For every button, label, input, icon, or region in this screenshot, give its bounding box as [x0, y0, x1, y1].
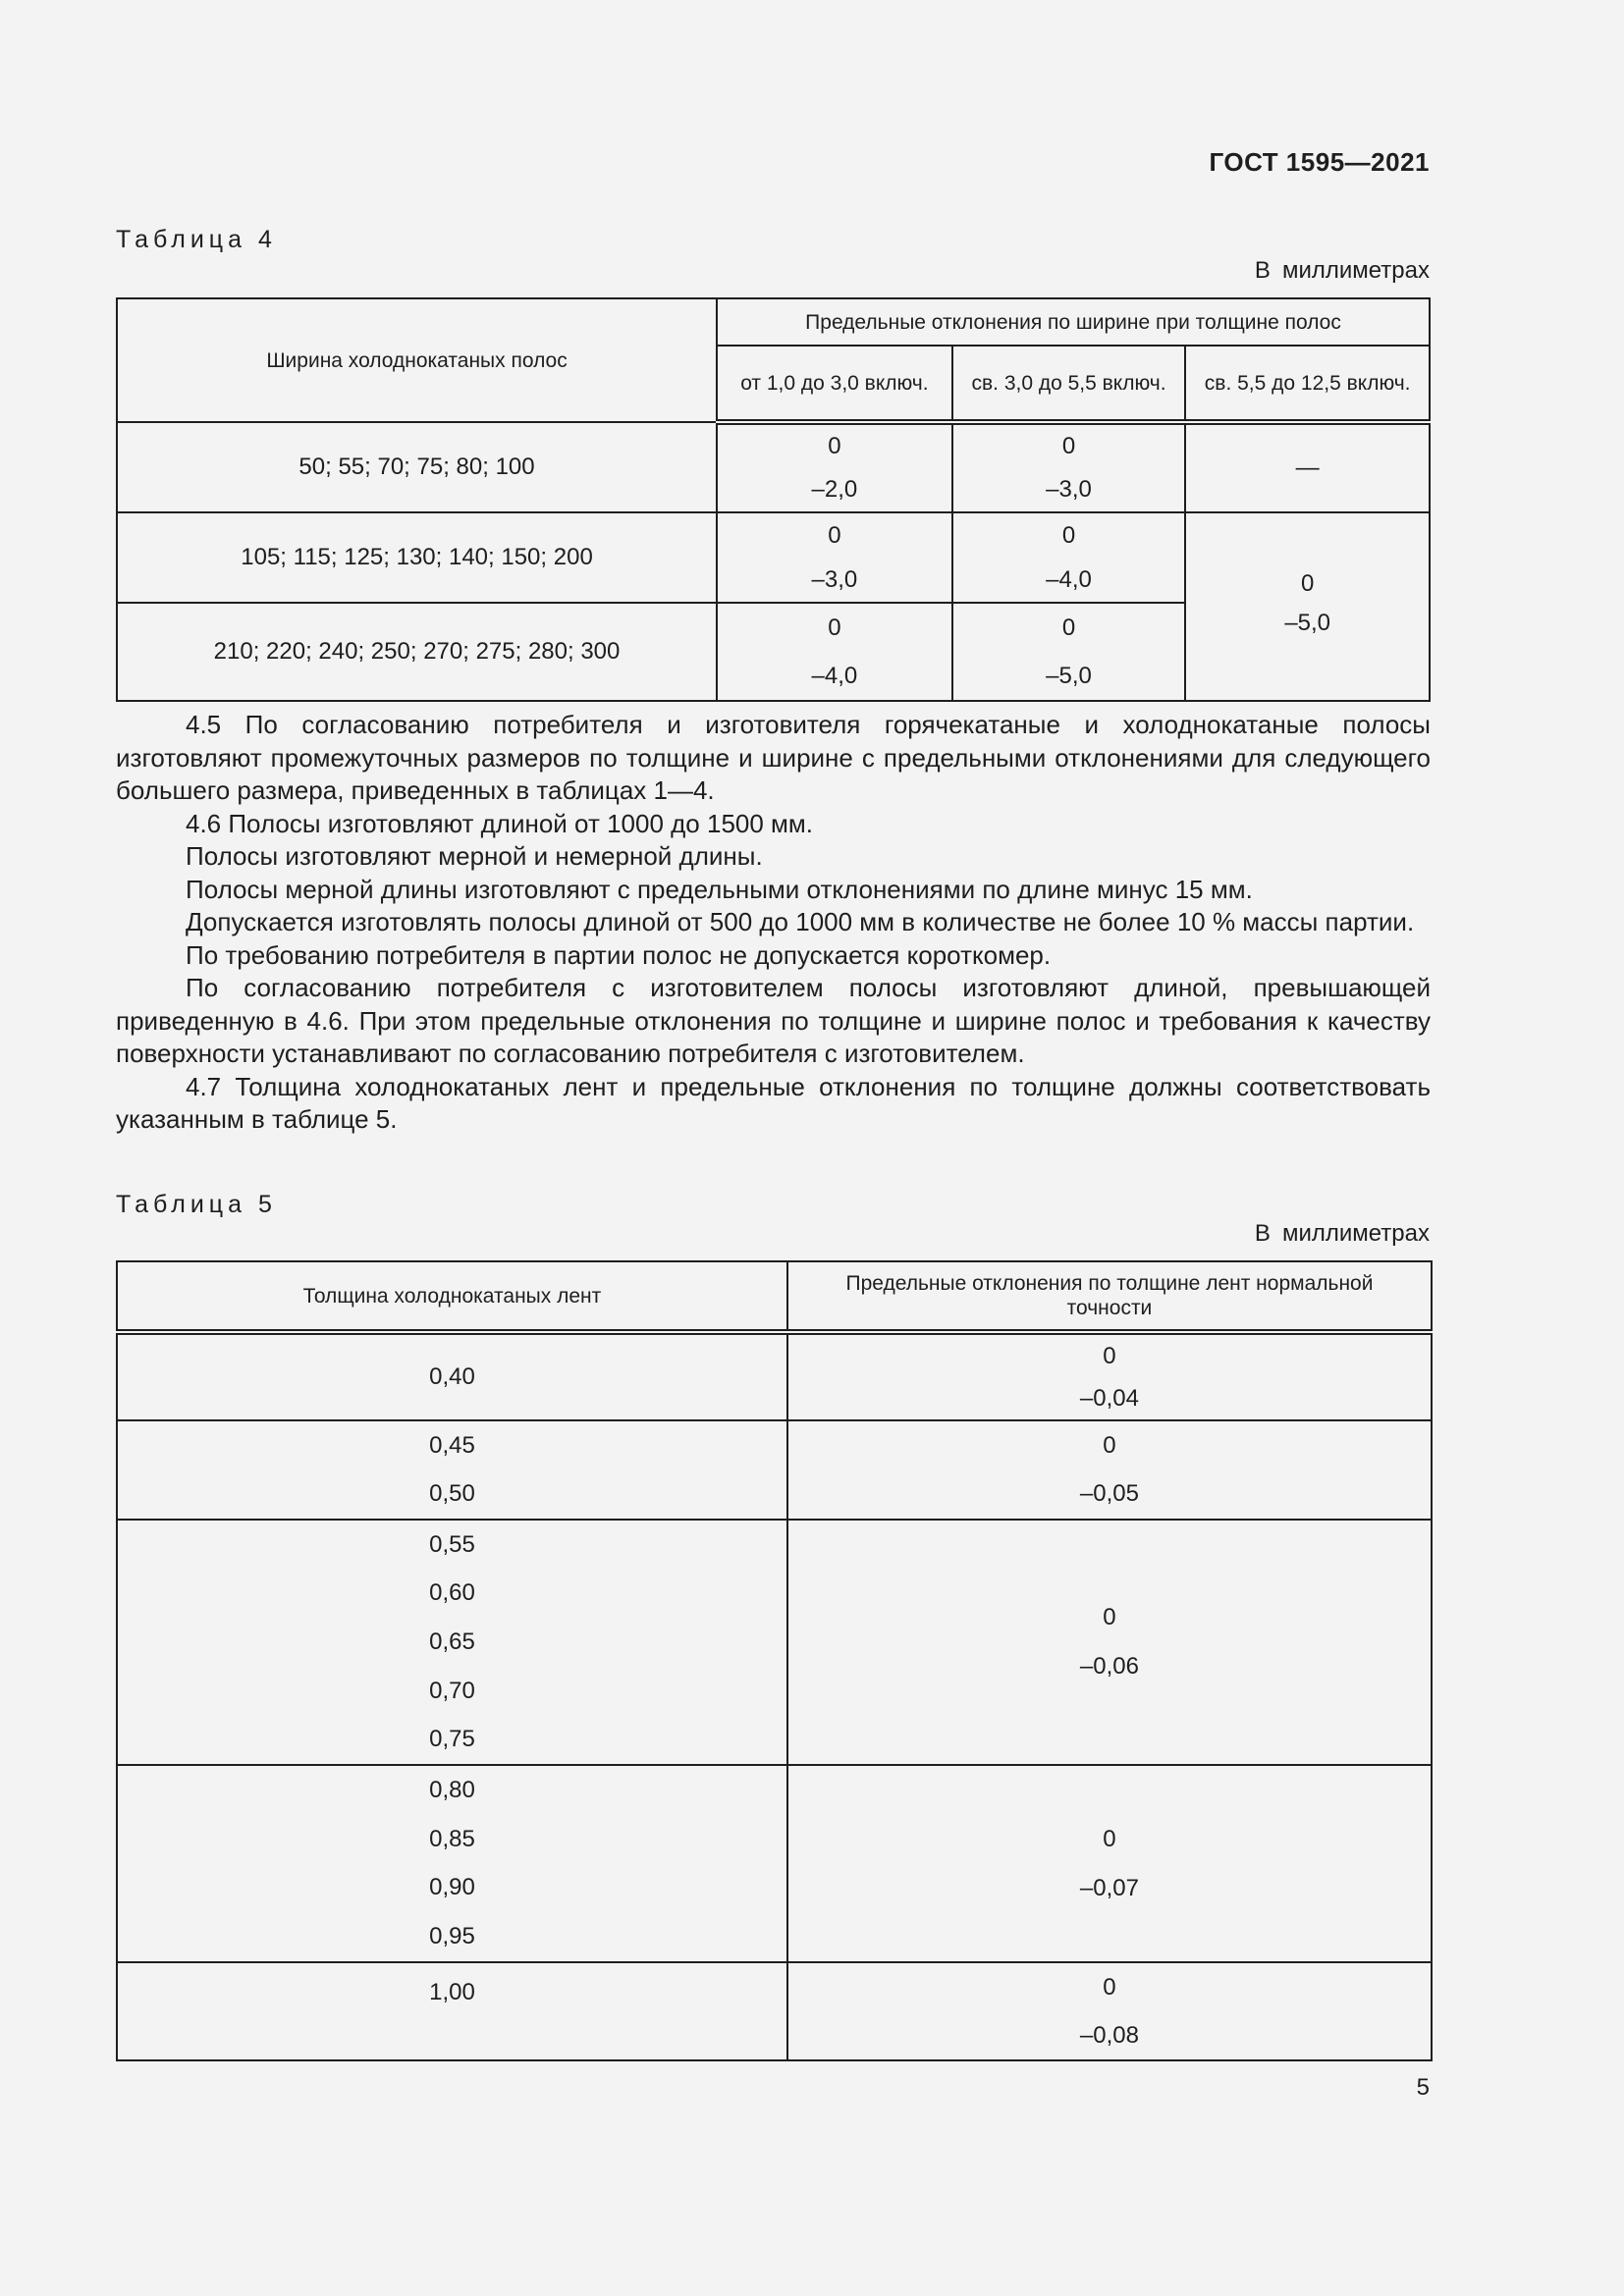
table4-row [117, 512, 1430, 603]
thickness-value: 0,80 [429, 1776, 475, 1803]
paragraph: 4.6 Полосы изготовляют длиной от 1000 до 1500 мм. [186, 808, 814, 838]
dev-lower: –0,07 [1079, 1874, 1139, 1901]
dev-upper: 0 [828, 433, 841, 459]
table5-group-row [117, 1520, 1432, 1765]
thickness-value: 0,55 [429, 1530, 475, 1558]
table5-group-row [117, 1765, 1432, 1962]
document-standard-number: ГОСТ 1595—2021 [1209, 147, 1430, 177]
table5-units-label: миллиметрах [1281, 1220, 1430, 1247]
paragraph: По требованию потребителя в партии полос не допускается короткомер. [186, 939, 1052, 970]
thickness-value: 1,00 [429, 1979, 475, 2005]
thickness-value: 0,85 [429, 1825, 475, 1852]
dev-upper: 0 [828, 614, 841, 641]
body-text [116, 709, 1431, 1137]
deviation-cell [787, 1332, 1432, 1420]
table4-dev-cell [717, 422, 952, 512]
thickness-cell [117, 1332, 787, 1420]
dev-lower: –0,04 [1079, 1384, 1139, 1412]
dev-upper: 0 [1061, 614, 1076, 641]
dev-lower: –4,0 [811, 662, 858, 689]
table4-units-prefix: В [1254, 257, 1271, 284]
table4-width-cell: 105; 115; 125; 130; 140; 150; 200 [117, 512, 717, 603]
dev-lower: –3,0 [811, 565, 858, 593]
dev-lower: –5,0 [1046, 662, 1092, 689]
dev-upper: 0 [1103, 1431, 1116, 1459]
table4-header-sub-3: св. 5,5 до 12,5 включ. [1185, 346, 1430, 422]
table4-header-group: Предельные отклонения по ширине при толщине полос [717, 298, 1430, 346]
thickness-value: 0,60 [429, 1579, 475, 1607]
dev-upper: 0 [1061, 521, 1076, 549]
table5-units-prefix: В [1254, 1220, 1271, 1247]
dev-lower: –0,05 [1079, 1480, 1139, 1508]
thickness-value: 0,70 [429, 1677, 475, 1704]
thickness-value: 0,90 [429, 1874, 475, 1901]
paragraph: По согласованию потребителя с изготовителем полосы изготовляют длиной, превышающей приведенную в 4.6. При этом предельные отклонения по толщине и ширине полос и требования к качеству поверхности устанавливают по согласованию потребителя с изготовителем. [116, 973, 1431, 1068]
deviation-cell [787, 1962, 1432, 2060]
thickness-value: 0,65 [429, 1628, 475, 1655]
thickness-value: 0,95 [429, 1923, 475, 1950]
paragraph: 4.5 По согласованию потребителя и изготовителя горячекатаные и холоднокатаные полосы изготовляют промежуточных размеров по толщине и ширине с предельными отклонениями для следующего большего размера, приведенных в таблицах 1—4. [116, 710, 1431, 805]
table4-dev-cell: — [1185, 422, 1430, 512]
paragraph: Полосы изготовляют мерной и немерной длины. [186, 841, 763, 871]
dev-upper: 0 [1103, 1973, 1116, 2001]
table4-dev-cell [952, 603, 1186, 701]
table5-group-row [117, 1420, 1432, 1520]
dev-upper: 0 [828, 521, 841, 549]
dev-upper: 0 [1103, 1342, 1116, 1369]
table4 [116, 297, 1431, 702]
table5-header-thickness: Толщина холоднокатаных лент [117, 1261, 787, 1332]
table5-group-row [117, 1332, 1432, 1420]
dev-lower: –0,06 [1079, 1653, 1139, 1680]
table4-header-sub-2: св. 3,0 до 5,5 включ. [952, 346, 1186, 422]
thickness-value: 0,75 [429, 1726, 475, 1753]
dev-lower: –0,08 [1079, 2021, 1139, 2049]
table5 [116, 1260, 1433, 2061]
thickness-value: 0,40 [429, 1363, 475, 1390]
thickness-cell [117, 1420, 787, 1520]
table5-caption: Таблица 5 [116, 1191, 277, 1218]
thickness-cell [117, 1962, 787, 2060]
dev-upper: 0 [1300, 570, 1315, 597]
thickness-cell [117, 1520, 787, 1765]
table4-dev-cell [952, 422, 1186, 512]
paragraph: Допускается изготовлять полосы длиной от 500 до 1000 мм в количестве не более 10 % массы партии. [186, 907, 1415, 936]
table5-header-deviation: Предельные отклонения по толщине лент нормальной точности [787, 1261, 1432, 1332]
dev-lower: –4,0 [1046, 565, 1092, 593]
table4-units [1255, 257, 1430, 285]
table4-dev-cell [717, 603, 952, 701]
thickness-cell [117, 1765, 787, 1962]
table4-units-label: миллиметрах [1281, 257, 1430, 284]
paragraph: Полосы мерной длины изготовляют с предельными отклонениями по длине минус 15 мм. [186, 874, 1253, 904]
table4-row [117, 422, 1430, 512]
table5-units [1255, 1220, 1430, 1248]
table4-dev-cell [717, 512, 952, 603]
table4-dev-cell [952, 512, 1186, 603]
dev-lower: –3,0 [1046, 476, 1092, 503]
deviation-cell [787, 1420, 1432, 1520]
table4-header-width: Ширина холоднокатаных полос [117, 298, 717, 422]
dev-lower: –5,0 [1284, 610, 1331, 636]
deviation-cell [787, 1520, 1432, 1765]
table5-group-row [117, 1962, 1432, 2060]
table4-width-cell: 50; 55; 70; 75; 80; 100 [117, 422, 717, 512]
deviation-cell [787, 1765, 1432, 1962]
table4-header-sub-1: от 1,0 до 3,0 включ. [717, 346, 952, 422]
table4-caption: Таблица 4 [116, 226, 277, 253]
table4-width-cell: 210; 220; 240; 250; 270; 275; 280; 300 [117, 603, 717, 701]
dev-upper: 0 [1103, 1604, 1116, 1630]
dev-upper: 0 [1061, 433, 1076, 459]
thickness-value: 0,45 [429, 1431, 475, 1459]
page-number: 5 [1416, 2074, 1430, 2101]
dev-upper: 0 [1103, 1825, 1116, 1852]
thickness-value: 0,50 [429, 1480, 475, 1508]
table4-merged-dev-cell [1185, 512, 1430, 701]
dev-lower: –2,0 [811, 476, 858, 503]
paragraph: 4.7 Толщина холоднокатаных лент и предельные отклонения по толщине должны соответствовать указанным в таблице 5. [116, 1071, 1431, 1134]
